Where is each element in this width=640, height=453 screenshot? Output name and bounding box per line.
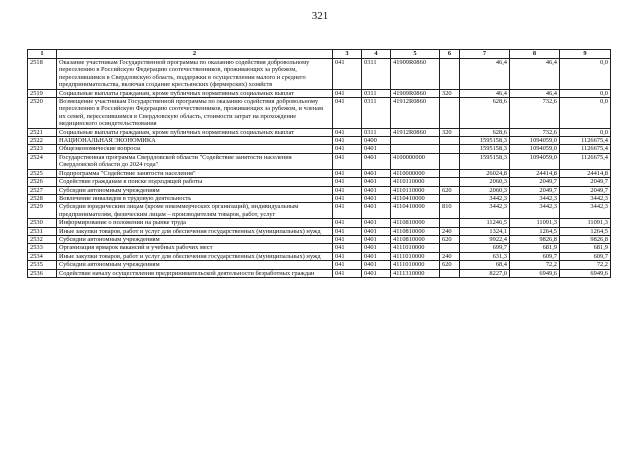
row-number: 2519 [28,89,57,97]
row-expense-type [440,178,460,186]
row-number: 2524 [28,153,57,169]
row-expense-type: 320 [440,128,460,136]
table-row [28,128,611,136]
row-expense-type [440,194,460,202]
table-row [28,169,611,177]
row-admin-code: 041 [333,59,362,90]
table-body [28,59,611,278]
row-value-1: 628,6 [460,128,510,136]
row-section-code: 0401 [362,153,391,169]
row-target-code: 4111010000 [391,261,440,269]
row-expense-type: 810 [440,203,460,219]
row-number: 2521 [28,128,57,136]
row-number: 2531 [28,227,57,235]
row-name: Информирование о положении на рынке труда [57,219,333,227]
row-target-code: 4110410000 [391,194,440,202]
column-header: 3 [333,50,362,59]
row-value-3: 11091,3 [560,219,611,227]
row-admin-code: 041 [333,98,362,129]
column-header: 2 [57,50,333,59]
row-expense-type [440,98,460,129]
row-name: Содействие началу осуществления предпринимательской деятельности безработных граждан [57,269,333,277]
row-value-2: 9826,8 [510,235,560,243]
row-section-code: 0311 [362,59,391,90]
row-expense-type [440,169,460,177]
row-expense-type [440,137,460,145]
row-number: 2526 [28,178,57,186]
row-value-3: 0,0 [560,59,611,90]
row-number: 2535 [28,261,57,269]
table-row [28,261,611,269]
row-number: 2525 [28,169,57,177]
row-value-3: 3442,3 [560,194,611,202]
row-expense-type: 240 [440,252,460,260]
row-value-3: 72,2 [560,261,611,269]
table-row [28,203,611,219]
row-target-code: 4110110000 [391,178,440,186]
table-row [28,178,611,186]
row-value-2: 24414,8 [510,169,560,177]
row-value-2: 732,6 [510,128,560,136]
row-admin-code: 041 [333,219,362,227]
table-row [28,252,611,260]
row-value-2: 681,9 [510,244,560,252]
row-target-code: 41912R0860 [391,128,440,136]
row-number: 2522 [28,137,57,145]
table-row [28,244,611,252]
row-value-1: 628,6 [460,98,510,129]
row-value-1: 631,3 [460,252,510,260]
row-section-code: 0401 [362,269,391,277]
row-section-code: 0400 [362,137,391,145]
row-name: Социальные выплаты гражданам, кроме публичных нормативных социальных выплат [57,128,333,136]
row-admin-code: 041 [333,145,362,153]
row-section-code: 0401 [362,194,391,202]
row-name: Социальные выплаты гражданам, кроме публичных нормативных социальных выплат [57,89,333,97]
row-number: 2530 [28,219,57,227]
row-target-code: 4111310000 [391,269,440,277]
row-value-1: 3442,3 [460,203,510,219]
row-number: 2520 [28,98,57,129]
row-value-2: 3442,3 [510,194,560,202]
row-value-2: 6949,6 [510,269,560,277]
table-row [28,89,611,97]
page-number: 321 [311,10,329,22]
row-expense-type: 620 [440,186,460,194]
table-row [28,194,611,202]
row-value-1: 1324,1 [460,227,510,235]
row-value-1: 9922,4 [460,235,510,243]
row-value-3: 2049,7 [560,186,611,194]
row-expense-type [440,59,460,90]
row-value-1: 26024,8 [460,169,510,177]
row-target-code: 41912R0860 [391,98,440,129]
row-expense-type: 620 [440,261,460,269]
row-value-1: 1595158,3 [460,145,510,153]
row-name: Возмещение участникам Государственной программы по оказанию содействия добровольному переселению в Российскую Федерацию соотечественников, проживающих за рубежом, и членам их семей, переселившимся в Свердловскую область, стоимости затрат на прохождение медицинского освидетельствования [57,98,333,129]
table-row [28,59,611,90]
row-name: Иные закупки товаров, работ и услуг для обеспечения государственных (муниципальных) нужд [57,252,333,260]
row-name: Организация ярмарок вакансий и учебных рабочих мест [57,244,333,252]
row-admin-code: 041 [333,269,362,277]
row-value-2: 2049,7 [510,178,560,186]
row-value-2: 2049,7 [510,186,560,194]
row-section-code: 0401 [362,203,391,219]
row-target-code: 4110110000 [391,186,440,194]
row-name: Субсидии автономным учреждениям [57,235,333,243]
row-target-code: 4110000000 [391,169,440,177]
row-section-code: 0311 [362,98,391,129]
row-value-2: 46,4 [510,89,560,97]
row-target-code: 41909R0860 [391,89,440,97]
row-value-2: 1264,5 [510,227,560,235]
row-expense-type [440,244,460,252]
table-row [28,227,611,235]
row-value-1: 1595158,3 [460,137,510,145]
row-number: 2523 [28,145,57,153]
row-number: 2527 [28,186,57,194]
row-number: 2534 [28,252,57,260]
row-expense-type: 240 [440,227,460,235]
row-name: Оказание участникам Государственной программы по оказанию содействия добровольному переселению в Российскую Федерацию соотечественников, проживающих за рубежом, переселившимся в Свердловскую область, поддержки в осуществлении малого и среднего предпринимательства, включая создание крестьянских (фермерских) хозяйств [57,59,333,90]
row-number: 2528 [28,194,57,202]
row-number: 2532 [28,235,57,243]
row-name: Субсидии юридическим лицам (кроме некоммерческих организаций), индивидуальным предпринимателям, физическим лицам – производителям товаров, работ, услуг [57,203,333,219]
row-admin-code: 041 [333,203,362,219]
row-admin-code: 041 [333,89,362,97]
row-name: НАЦИОНАЛЬНАЯ ЭКОНОМИКА [57,137,333,145]
row-expense-type [440,145,460,153]
row-number: 2529 [28,203,57,219]
row-value-1: 2060,3 [460,186,510,194]
row-admin-code: 041 [333,252,362,260]
row-section-code: 0311 [362,128,391,136]
row-admin-code: 041 [333,128,362,136]
column-header: 5 [391,50,440,59]
row-target-code: 4100000000 [391,153,440,169]
row-value-1: 68,4 [460,261,510,269]
row-value-2: 609,7 [510,252,560,260]
row-section-code: 0401 [362,244,391,252]
row-expense-type [440,153,460,169]
row-value-1: 1595158,3 [460,153,510,169]
row-value-3: 681,9 [560,244,611,252]
row-value-2: 1094059,0 [510,137,560,145]
row-admin-code: 041 [333,261,362,269]
column-header: 4 [362,50,391,59]
row-name: Иные закупки товаров, работ и услуг для обеспечения государственных (муниципальных) нужд [57,227,333,235]
row-value-1: 699,7 [460,244,510,252]
row-section-code: 0401 [362,261,391,269]
row-admin-code: 041 [333,227,362,235]
row-value-3: 609,7 [560,252,611,260]
row-section-code: 0401 [362,227,391,235]
row-value-1: 3442,3 [460,194,510,202]
row-number: 2533 [28,244,57,252]
row-section-code: 0401 [362,145,391,153]
table-row [28,235,611,243]
row-admin-code: 041 [333,194,362,202]
row-admin-code: 041 [333,169,362,177]
row-admin-code: 041 [333,235,362,243]
row-name: Государственная программа Свердловской области "Содействие занятости населения Свердловской области до 2024 года" [57,153,333,169]
table-row [28,145,611,153]
table-row [28,269,611,277]
row-value-1: 11246,5 [460,219,510,227]
row-section-code: 0401 [362,169,391,177]
row-value-2: 1094059,0 [510,145,560,153]
row-value-2: 72,2 [510,261,560,269]
row-value-3: 0,0 [560,89,611,97]
row-admin-code: 041 [333,153,362,169]
row-name: Субсидии автономным учреждениям [57,186,333,194]
row-target-code: 4110810000 [391,219,440,227]
row-admin-code: 041 [333,137,362,145]
row-value-1: 8227,0 [460,269,510,277]
row-value-3: 0,0 [560,128,611,136]
row-value-3: 9826,8 [560,235,611,243]
row-value-1: 46,4 [460,89,510,97]
table-row [28,153,611,169]
table-header-row [28,50,611,59]
row-name: Подпрограмма "Содействие занятости населения" [57,169,333,177]
row-value-3: 1126675,4 [560,145,611,153]
row-expense-type [440,269,460,277]
row-number: 2518 [28,59,57,90]
row-value-1: 2060,3 [460,178,510,186]
row-target-code [391,145,440,153]
row-value-2: 3442,3 [510,203,560,219]
row-name: Общеэкономические вопросы [57,145,333,153]
row-expense-type: 620 [440,235,460,243]
row-value-2: 1094059,0 [510,153,560,169]
row-target-code: 4110810000 [391,227,440,235]
row-target-code: 4111010000 [391,244,440,252]
row-expense-type [440,219,460,227]
row-value-2: 11091,3 [510,219,560,227]
row-section-code: 0401 [362,219,391,227]
column-header: 7 [460,50,510,59]
row-name: Субсидии автономным учреждениям [57,261,333,269]
row-target-code [391,137,440,145]
row-admin-code: 041 [333,178,362,186]
row-section-code: 0401 [362,235,391,243]
row-value-3: 24414,8 [560,169,611,177]
row-target-code: 4111010000 [391,252,440,260]
row-section-code: 0401 [362,178,391,186]
row-target-code: 4110410000 [391,203,440,219]
table-row [28,98,611,129]
row-value-3: 6949,6 [560,269,611,277]
row-expense-type: 320 [440,89,460,97]
row-admin-code: 041 [333,186,362,194]
row-target-code: 4110810000 [391,235,440,243]
row-name: Содействие гражданам в поиске подходящей работы [57,178,333,186]
column-header: 8 [510,50,560,59]
column-header: 9 [560,50,611,59]
row-number: 2536 [28,269,57,277]
row-value-3: 1126675,4 [560,153,611,169]
budget-table [27,49,611,278]
row-value-1: 46,4 [460,59,510,90]
row-admin-code: 041 [333,244,362,252]
row-value-3: 3442,3 [560,203,611,219]
column-header: 1 [28,50,57,59]
row-target-code: 41909R0860 [391,59,440,90]
row-value-3: 2049,7 [560,178,611,186]
row-value-3: 1126675,4 [560,137,611,145]
row-section-code: 0401 [362,186,391,194]
table-row [28,137,611,145]
row-value-2: 732,6 [510,98,560,129]
row-section-code: 0401 [362,252,391,260]
table-row [28,219,611,227]
row-value-3: 0,0 [560,98,611,129]
row-name: Вовлечение инвалидов в трудовую деятельность [57,194,333,202]
table-row [28,186,611,194]
row-section-code: 0311 [362,89,391,97]
column-header: 6 [440,50,460,59]
row-value-2: 46,4 [510,59,560,90]
row-value-3: 1264,5 [560,227,611,235]
